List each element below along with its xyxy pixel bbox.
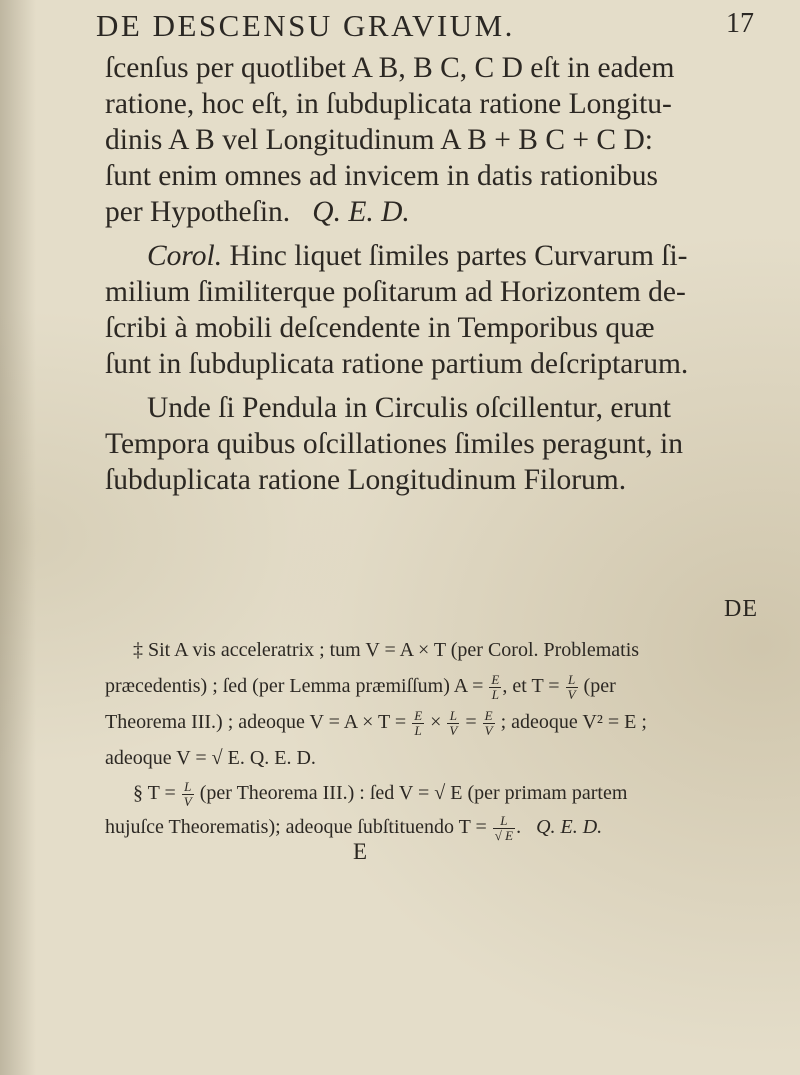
fraction-L-over-V: $\frac{L}{V}$ — [567, 671, 576, 702]
text-line: milium ſimiliterque poſitarum ad Horizontem de- — [105, 276, 686, 308]
fraction-L-over-V: $\frac{L}{V}$ — [449, 707, 458, 738]
running-title: DE DESCENSU GRAVIUM. — [96, 8, 515, 43]
text-line: ſcribi à mobili deſcendente in Temporibus quæ — [105, 312, 655, 344]
catchword: E — [353, 839, 368, 864]
text-fragment: (per — [583, 675, 616, 697]
footnote-line — [105, 668, 785, 704]
text-fragment: Theorema III.) ; adeoque V = A × T = — [105, 711, 407, 733]
text-line: Unde ſi Pendula in Circulis oſcillentur, erunt — [147, 392, 671, 424]
page-header — [96, 8, 756, 50]
paragraph-corollary — [105, 238, 775, 382]
footnote-line: hujuſce Theorematis); adeoque ſubſtituendo T = $\frac{L}{√ E}$ . Q. E. D. — [105, 812, 603, 843]
fraction-E-over-V: $\frac{E}{V}$ — [484, 707, 493, 738]
footnote-line: adeoque V = √ E. Q. E. D. — [105, 747, 316, 769]
text-line: ſubduplicata ratione Longitudinum Filorum. — [105, 464, 627, 496]
text-line: ratione, hoc eſt, in ſubduplicata ratione Longitu- — [105, 88, 672, 120]
corollary-label: Corol. — [147, 240, 223, 272]
text-fragment: , et T = — [502, 675, 560, 697]
qed-signoff: Q. E. D. — [536, 816, 603, 838]
text-line — [105, 238, 775, 274]
text-line: ſunt enim omnes ad invicem in datis rationibus — [105, 160, 659, 192]
paragraph-proof — [105, 50, 775, 230]
text-fragment: = — [465, 711, 477, 733]
text-fragment: ; adeoque V² = E ; — [500, 711, 647, 733]
footnote-line: ‡ Sit A vis acceleratrix ; tum V = A × T (per Corol. Problematis — [133, 639, 640, 661]
text-line — [105, 194, 775, 230]
text-fragment: (per Theorema III.) : ſed V = √ E (per primam partem — [199, 782, 628, 804]
page-gutter-shadow — [0, 0, 36, 1075]
fraction-L-over-V: $\frac{L}{V}$ — [183, 778, 192, 809]
footnote-line — [105, 776, 785, 810]
fraction-E-over-L: $\frac{E}{L}$ — [491, 671, 500, 702]
footnote-dagger — [105, 632, 785, 776]
text-fragment: § T = — [133, 782, 176, 804]
text-line: dinis A B vel Longitudinum A B + B C + C D: — [105, 124, 653, 156]
qed-signoff: Q. E. D. — [312, 196, 410, 228]
text-fragment: præcedentis) ; ſed (per Lemma præmiſſum) A = — [105, 675, 484, 697]
fraction-L-over-sqrtE: $\frac{L}{√ E}$ — [494, 812, 514, 843]
text-line: ſunt in ſubduplicata ratione partium deſcriptarum. — [105, 348, 689, 380]
footnote-line — [105, 704, 785, 740]
text-fragment: Hinc liquet ſimiles partes Curvarum ſi- — [229, 240, 688, 272]
fraction-E-over-L: $\frac{E}{L}$ — [414, 707, 423, 738]
page-number: 17 — [726, 8, 754, 39]
text-line: ſcenſus per quotlibet A B, B C, C D eſt in eadem — [105, 52, 675, 84]
paragraph-pendula — [105, 390, 775, 498]
text-fragment: × — [430, 711, 442, 733]
section-heading: DE — [724, 596, 758, 622]
text-fragment: hujuſce Theorematis); adeoque ſubſtituendo T = — [105, 816, 487, 838]
footnote-section — [105, 776, 785, 844]
text-fragment: per Hypotheſin. — [105, 196, 291, 228]
text-line: Tempora quibus oſcillationes ſimiles peragunt, in — [105, 428, 683, 460]
